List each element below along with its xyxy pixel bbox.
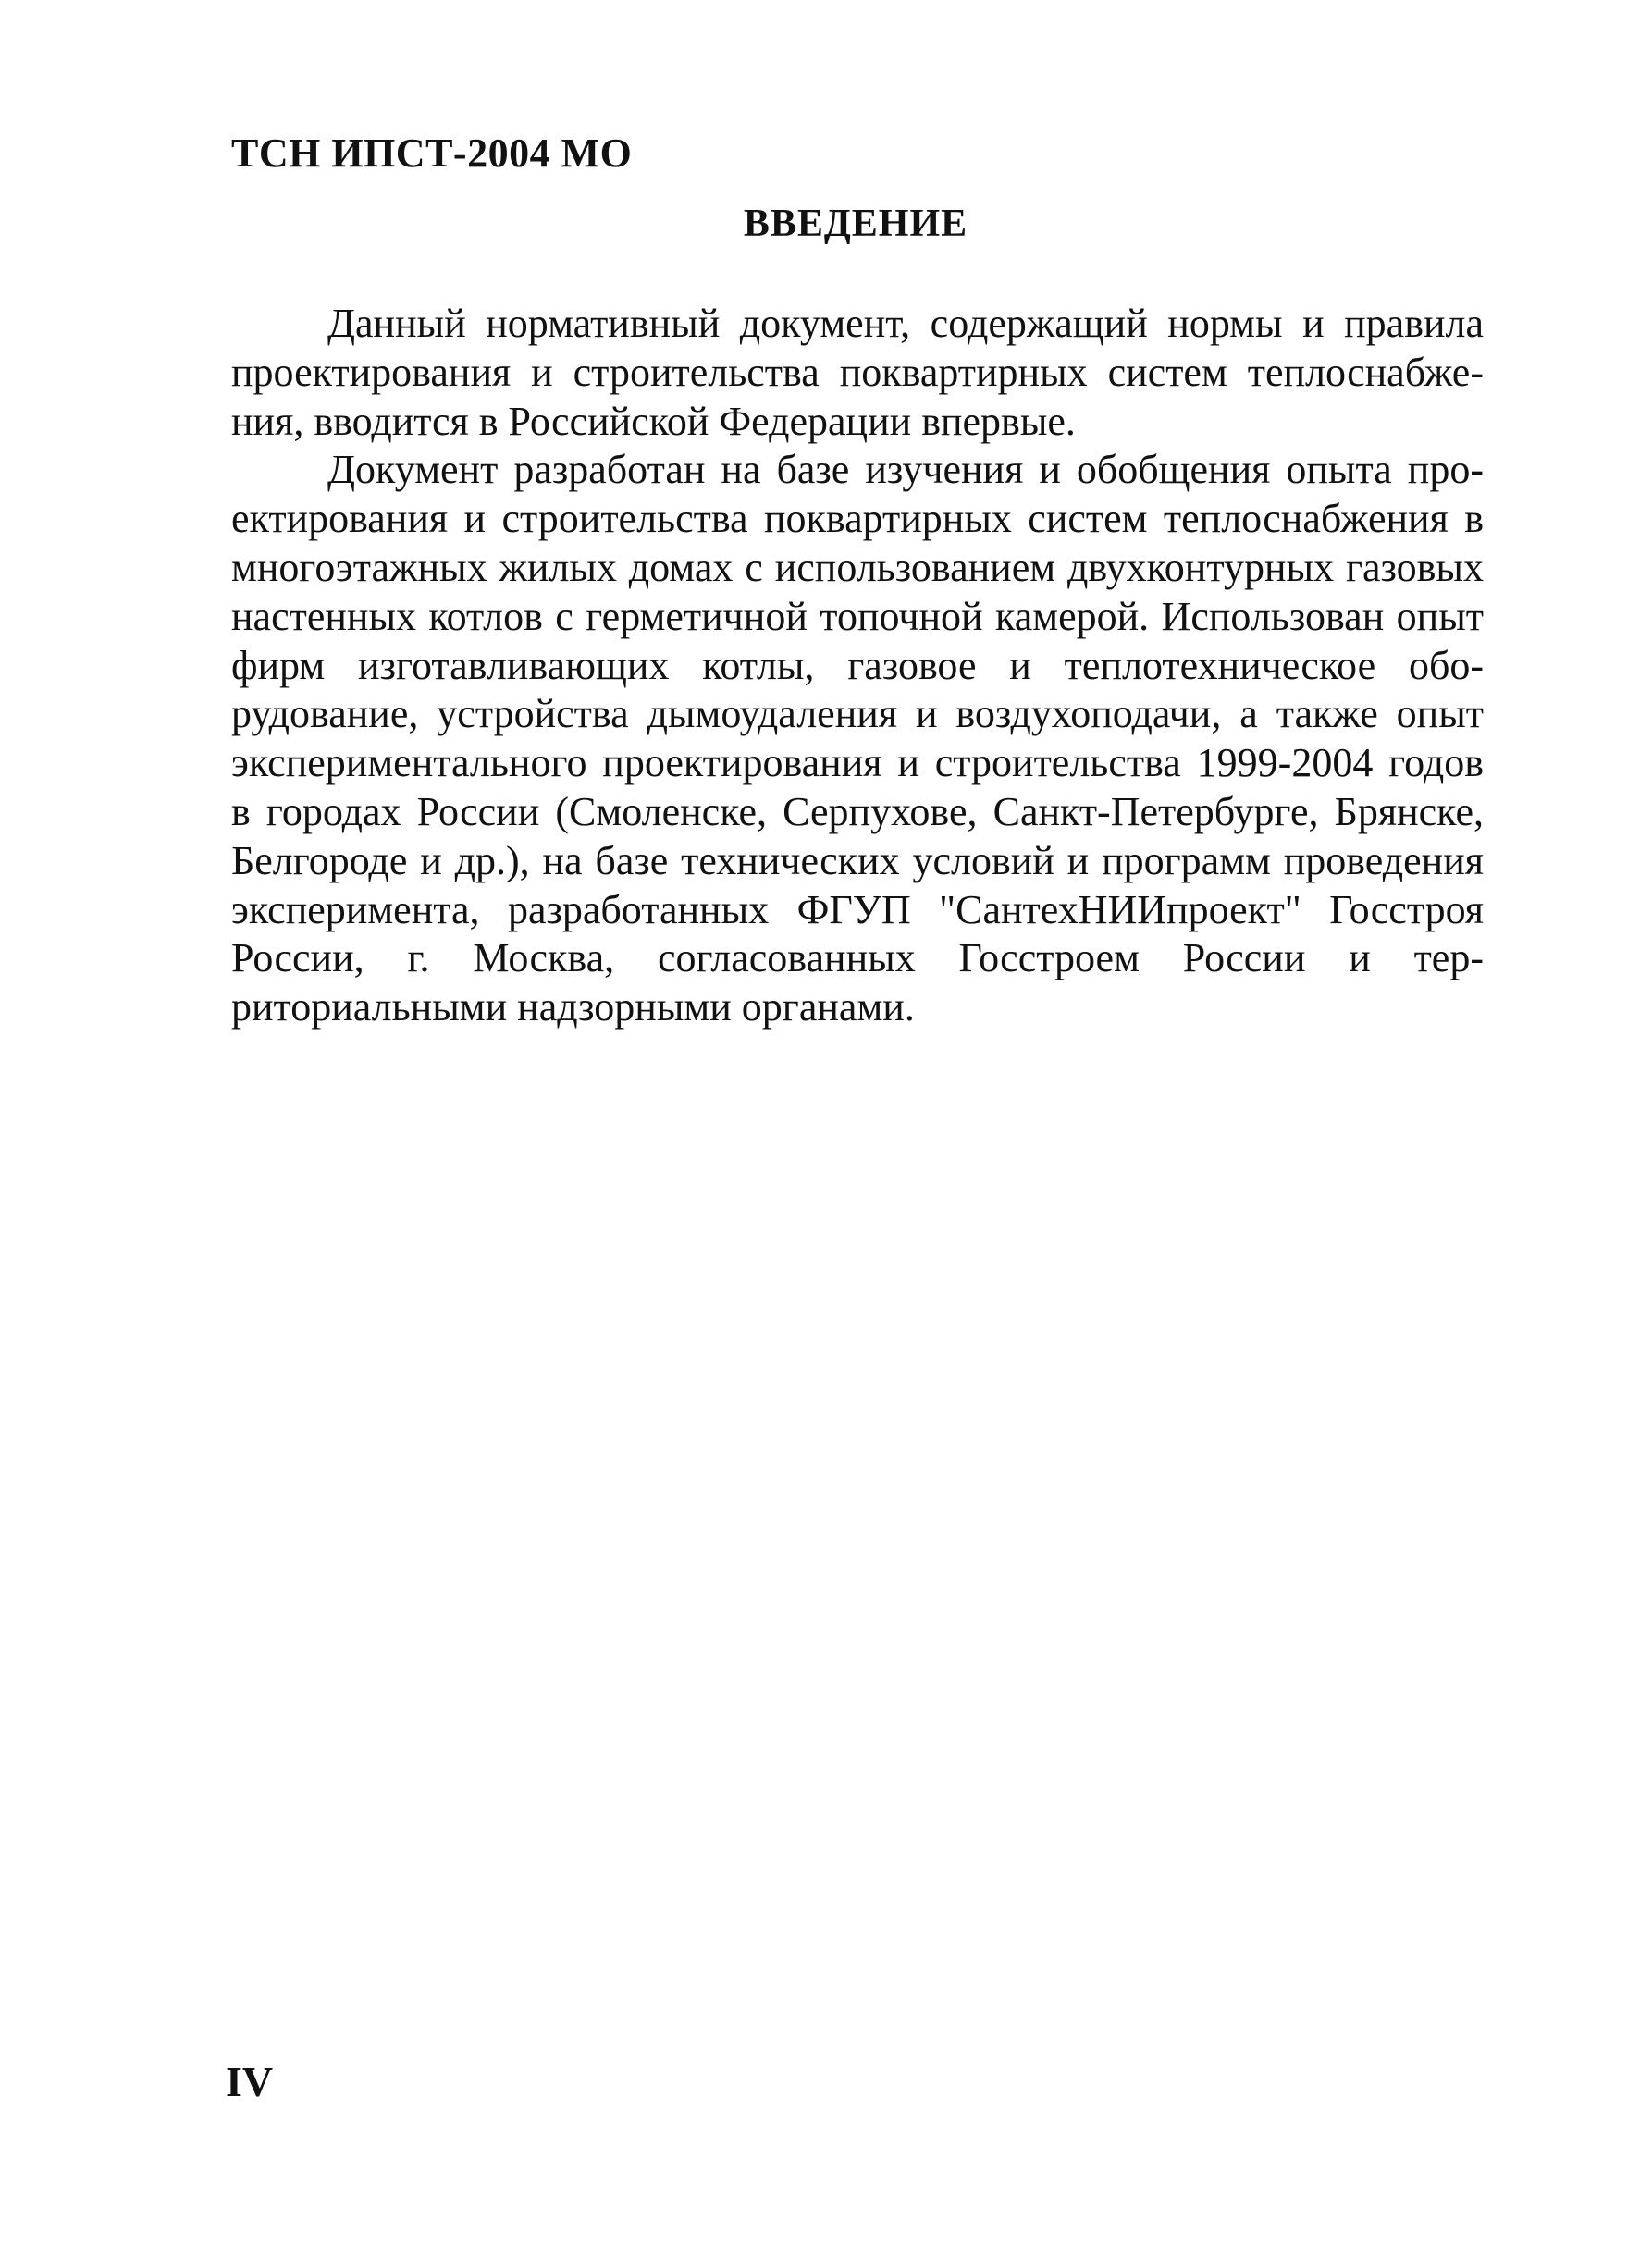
document-code: ТСН ИПСТ-2004 МО [231,130,633,176]
introduction-body [231,300,1484,1032]
page-number: IV [226,2058,274,2105]
paragraph-2: Документ разработан на базе изучения и обобщения опыта проектирования и строительства поквартирных систем теплоснабжения в многоэтажных жилых домах с использованием двухконтурных газовых настенных котлов с герметичной топочной камерой. Использован опыт фирм изготавливающих котлы, газовое и теплотехническое оборудование, устройства дымоудаления и воздухоподачи, а также опыт экспериментального проектирования и строительства 1999-2004 годов в городах России (Смоленске, Серпухове, Санкт-Петербурге, Брянске, Белгороде и др.), на базе технических условий и программ проведения эксперимента, разработанных ФГУП "СантехНИИпроект" Госстроя России, г. Москва, согласованных Госстроем России и территориальными надзорными органами. [231,447,1484,1030]
section-title: ВВЕДЕНИЕ [743,203,968,245]
paragraph-1: Данный нормативный документ, содержащий нормы и правила проектирования и строительства поквартирных систем теплоснабжения, вводится в Российской Федерации впервые. [231,301,1484,444]
